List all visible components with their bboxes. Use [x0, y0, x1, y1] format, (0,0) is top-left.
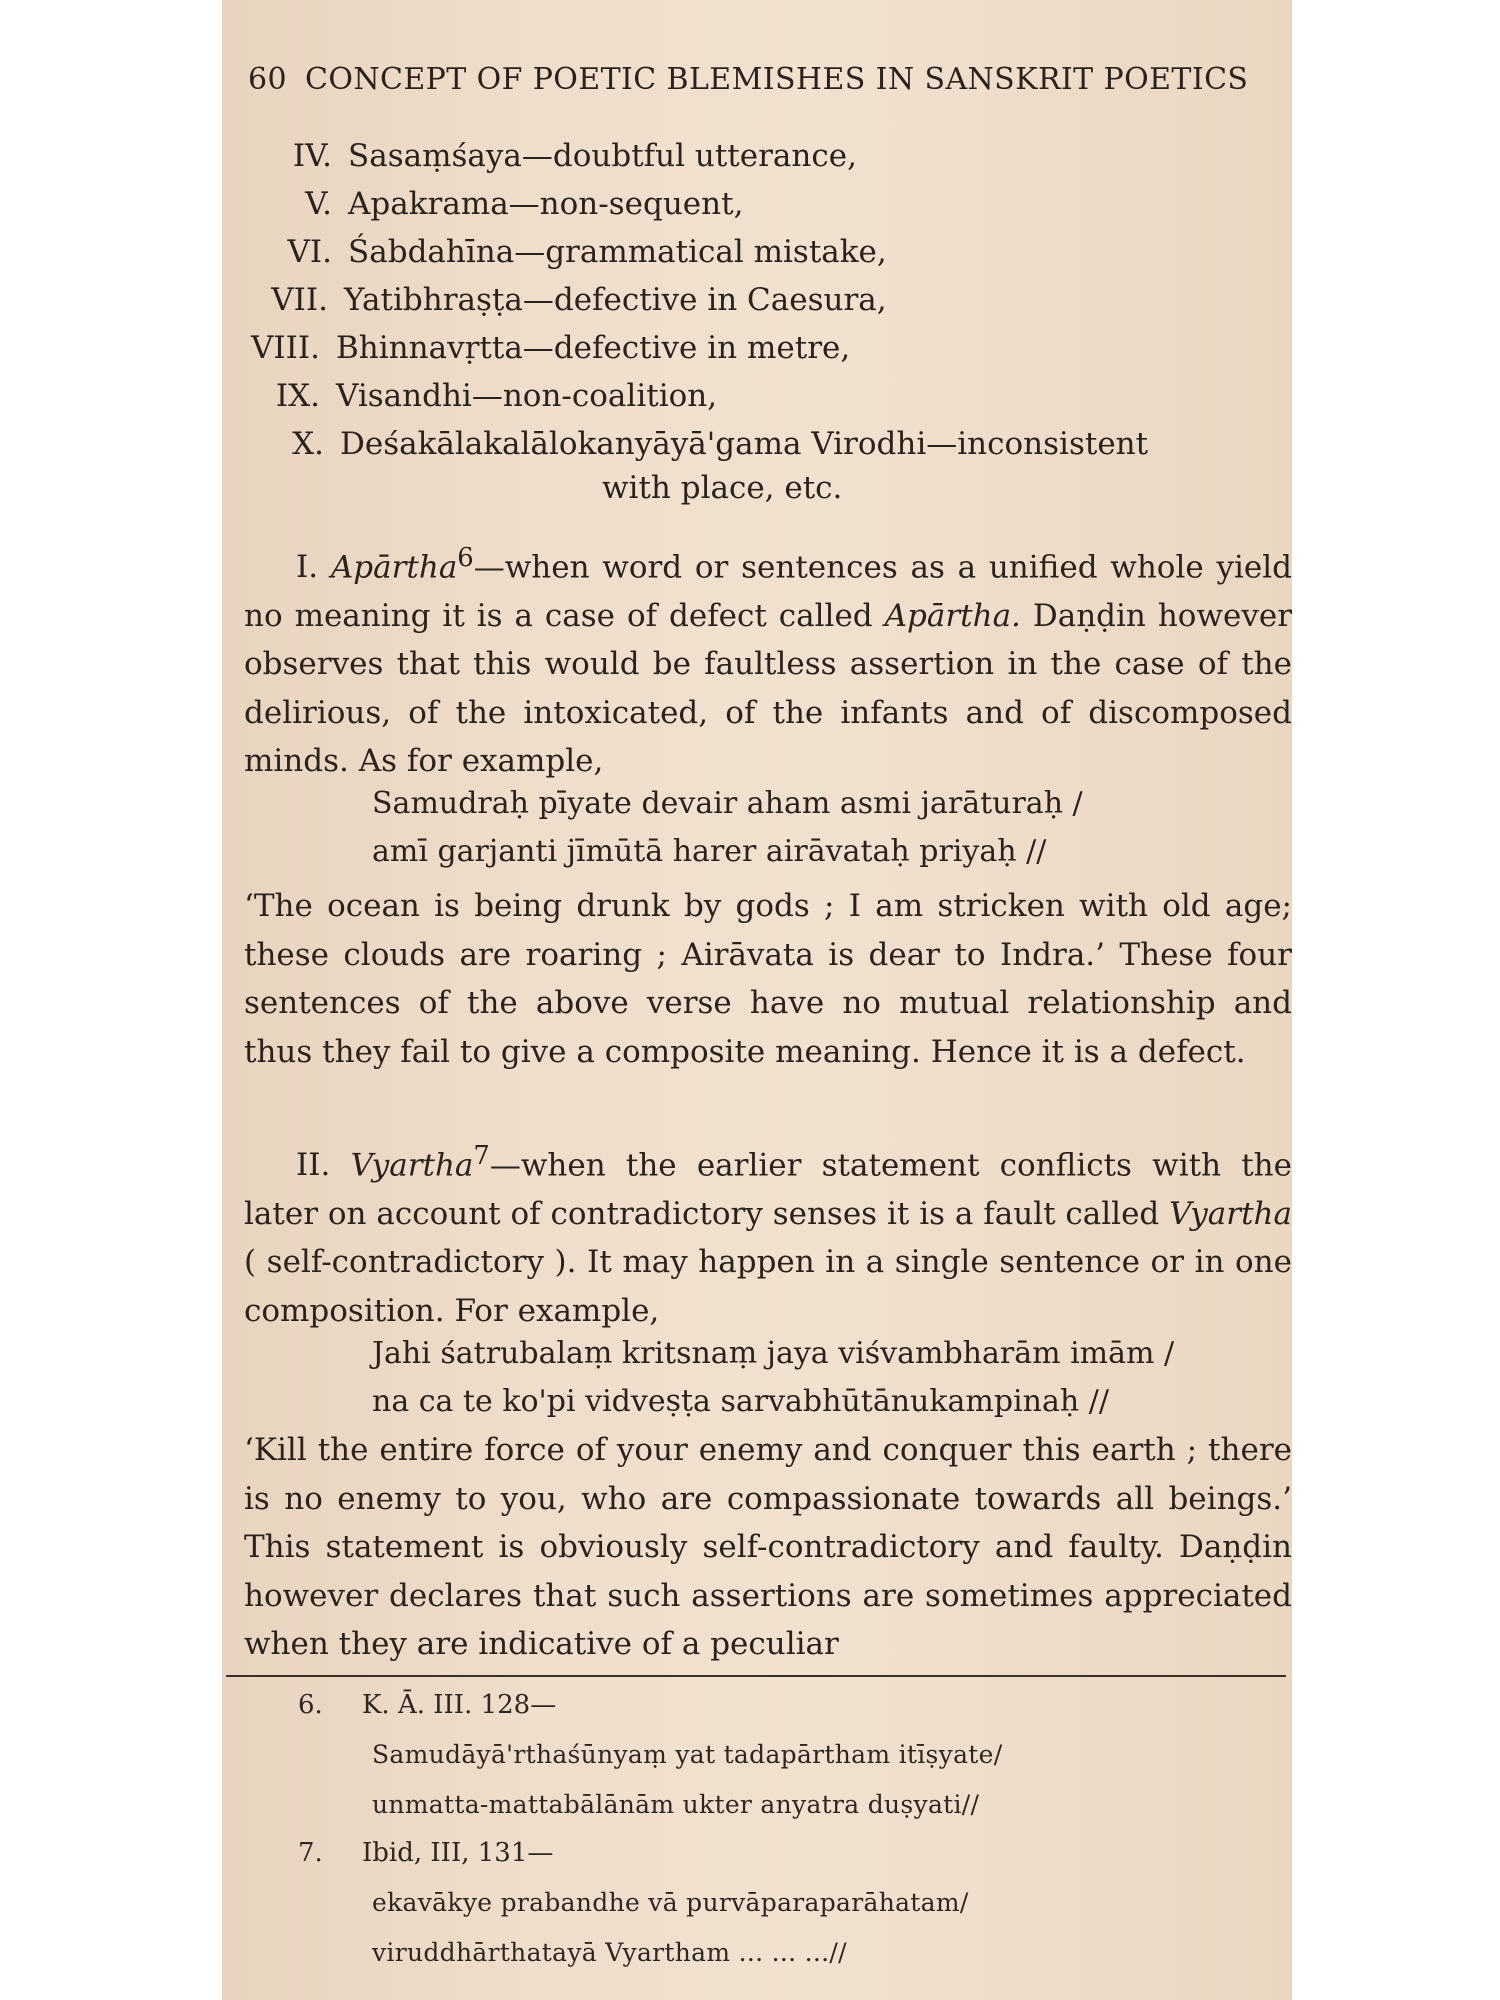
footnote-ref-text: K. Ā. III. 128— — [362, 1690, 557, 1720]
verse-line: amī garjanti jīmūtā harer airāvataḥ priyaḥ // — [372, 834, 1047, 869]
translation-paragraph: ‘Kill the entire force of your enemy and conquer this earth ; there is no enemy to you, who are compassionate towards all beings.’ This statement is obviously self-contradictory and faulty. Daṇḍin however declares that such assertions are sometimes appreciated when they are indicative of a peculiar — [244, 1432, 1292, 1662]
section-apartha-paragraph: I. Apārtha$^6$—when word or sentences as a unified whole yield no meaning it is a case of defect called Apārtha. Daṇḍin however observes that this would be faultless assertion in the case of the delirious, of the intoxicated, of the infants and of discomposed minds. As for example, — [244, 543, 1293, 780]
footnote-line: ekavākye prabandhe vā purvāparaparāhatam/ — [372, 1888, 969, 1917]
term-apartha: Apārtha — [330, 549, 458, 586]
section-vyartha-paragraph: II. Vyartha$^7$—when the earlier statement conflicts with the later on account of contradictory senses it is a fault called Vyartha ( self-contradictory ). It may happen in a single sentence or in one composition. For example, — [244, 1141, 1292, 1329]
verse-line: Jahi śatrubalaṃ kritsnaṃ jaya viśvambharām imām / — [372, 1336, 1175, 1371]
translation-paragraph: ‘The ocean is being drunk by gods ; I am stricken with old age; these clouds are roaring ; Airāvata is dear to Indra.’ These four sentences of the above verse have no mutual relationship and thus they fail to give a composite meaning. Hence it is a defect. — [244, 888, 1292, 1070]
footnote-line: Samudāyā'rthaśūnyaṃ yat tadapārtham itīṣyate/ — [372, 1740, 1003, 1769]
verse-line: Samudraḥ pīyate devair aham asmi jarāturaḥ / — [372, 786, 1083, 821]
page-number: 60 — [248, 62, 287, 97]
running-title: CONCEPT OF POETIC BLEMISHES IN SANSKRIT POETICS — [304, 62, 1249, 97]
footnote-ref: 6 — [457, 543, 474, 573]
running-header — [248, 62, 1248, 97]
footnote-number: 7. — [298, 1838, 323, 1868]
term-vyartha: Vyartha — [350, 1147, 474, 1184]
verse-line: na ca te ko'pi vidveṣṭa sarvabhūtānukampinaḥ // — [372, 1384, 1109, 1419]
footnote-number: 6. — [298, 1690, 323, 1720]
book-page: 60 CONCEPT OF POETIC BLEMISHES IN SANSKRIT POETICS IV. Sasaṃśaya—doubtful utterance, V. Apakrama—non-sequent, VI. Śabdahīna—grammatical mistake, VII. Yatibhraṣṭa—defective in Caesura, VIII. Bhinnavṛtta—defective in metre, IX. Visandhi—non-coalition, X. Deśakālakalālokanyāyā'gama Virodhi—inconsistent with place, etc. I. Apārtha$^6$—when word or sentences as a unified whole yield no meaning it is a case of defect called Apārtha. Daṇḍin however observes that this would be faultless assertion in the case of the delirious, of the intoxicated, of the infants and of discomposed minds. As for example, Samudraḥ pīyate devair aham asmi jarāturaḥ / amī garjanti jīmūtā harer airāvataḥ priyaḥ // ‘The ocean is being drunk by gods ; I am stricken with old age; these clouds are roaring ; Airāvata is dear to Indra.’ These four sentences of the above verse have no mutual relationship and thus they fail to give a composite meaning. Hence it is a defect. II. Vyartha$^7$—when the earlier statement conflicts with the later on account of contradictory senses it is a fault called Vyartha ( self-contradictory ). It may happen in a single sentence or in one composition. For example, Jahi śatrubalaṃ kritsnaṃ jaya viśvambharām imām / na ca te ko'pi vidveṣṭa sarvabhūtānukampinaḥ // ‘Kill the entire force of your enemy and conquer this earth ; there is no enemy to you, who are compassionate towards all beings.’ This statement is obviously self-contradictory and faulty. Daṇḍin however declares that such assertions are sometimes appreciated when they are indicative of a peculiar 6. K. Ā. III. 128— Samudāyā'rthaśūnyaṃ yat tadapārtham itīṣyate/ unmatta-mattabālānām ukter anyatra duṣyati// 7. Ibid, III, 131— ekavākye prabandhe vā purvāparaparāhatam/ viruddhārthatayā Vyartham ... ... ...// — [222, 0, 1292, 2000]
list-continuation: with place, etc. — [602, 470, 843, 506]
footnote-line: unmatta-mattabālānām ukter anyatra duṣyati// — [372, 1790, 980, 1819]
footnote-ref-text: Ibid, III, 131— — [362, 1838, 554, 1868]
footnote-ref: 7 — [473, 1141, 490, 1171]
footnote-line: viruddhārthatayā Vyartham ... ... ...// — [372, 1938, 847, 1967]
footnote-divider — [226, 1675, 1286, 1677]
